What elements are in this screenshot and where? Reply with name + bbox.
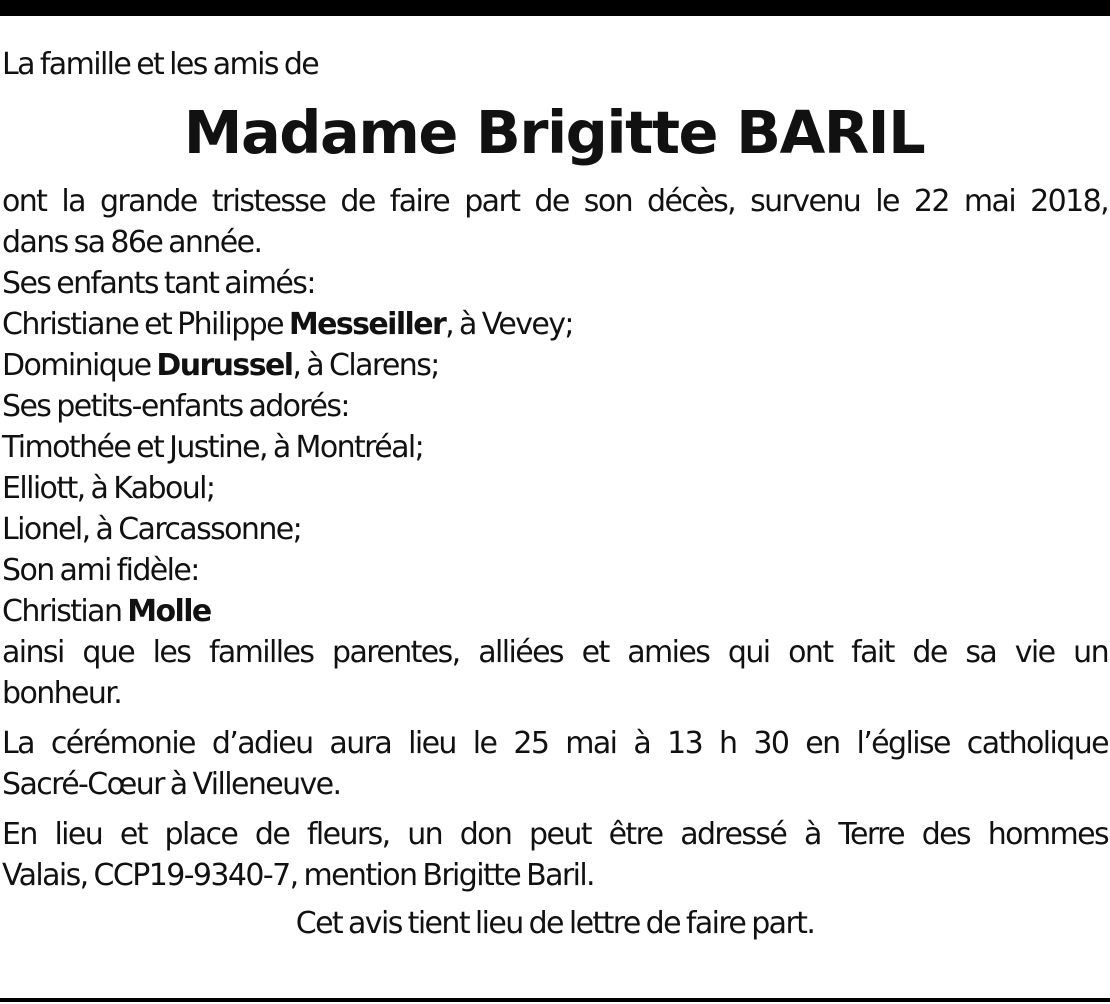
death-notice: [2, 44, 1108, 944]
grandchildren-heading: Ses petits-enfants adorés:: [2, 389, 349, 424]
child-place: , à Clarens;: [292, 348, 439, 383]
grandchild-entry: Timothée et Justine, à Montréal;: [2, 430, 424, 465]
donation-line-1: En lieu et place de fleurs, un don peut être adressé à Terre des hommes: [2, 817, 1108, 852]
announcement-line-2: dans sa 86e année.: [2, 225, 262, 260]
friend-surname: Molle: [127, 594, 211, 629]
child-given-names: Dominique: [2, 348, 157, 383]
ceremony-line-1: La cérémonie d’adieu aura lieu le 25 mai à 13 h 30 en l’église catholique: [2, 726, 1108, 761]
announcement-line-1: ont la grande tristesse de faire part de son décès, survenu le 22 mai 2018,: [2, 184, 1108, 219]
intro-line: La famille et les amis de: [2, 47, 319, 82]
families-line-2: bonheur.: [2, 676, 122, 711]
deceased-name: Madame Brigitte BARIL: [183, 98, 925, 167]
closing-line: Cet avis tient lieu de lettre de faire part.: [295, 906, 815, 941]
top-border-rule: [0, 0, 1110, 16]
families-line-1: ainsi que les familles parentes, alliées et amies qui ont fait de sa vie un: [2, 635, 1108, 670]
friend-given-name: Christian: [2, 594, 128, 629]
grandchild-entry: Elliott, à Kaboul;: [2, 471, 215, 506]
child-surname: Messeiller: [288, 307, 446, 342]
friend-entry: [2, 591, 1108, 632]
friend-heading: Son ami fidèle:: [2, 553, 199, 588]
ceremony-line-2: Sacré-Cœur à Villeneuve.: [2, 767, 341, 802]
child-place: , à Vevey;: [445, 307, 573, 342]
donation-line-2: Valais, CCP19-9340-7, mention Brigitte Baril.: [2, 858, 594, 893]
child-given-names: Christiane et Philippe: [2, 307, 289, 342]
grandchild-entry: Lionel, à Carcassonne;: [2, 512, 302, 547]
bottom-border-rule: [0, 998, 1110, 1002]
child-entry: [2, 304, 1108, 345]
children-heading: Ses enfants tant aimés:: [2, 266, 315, 301]
child-entry: [2, 345, 1108, 386]
child-surname: Durussel: [156, 348, 293, 383]
